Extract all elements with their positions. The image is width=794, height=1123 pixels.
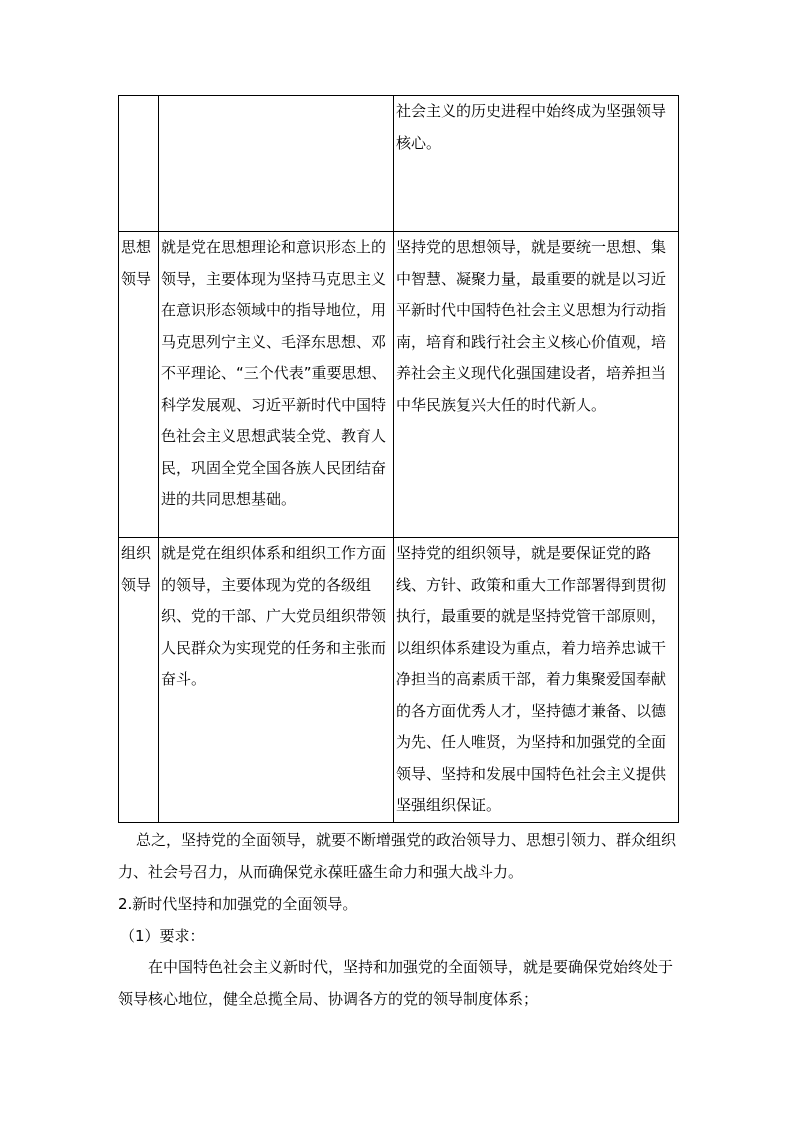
summary-paragraph: 总之，坚持党的全面领导，就要不断增强党的政治领导力、思想引领力、群众组织力、社会号召力，从而确保党永葆旺盛生命力和强大战斗力。 [118,831,677,881]
definition-cell: 就是党在组织体系和组织工作方面的领导，主要体现为党的各级组织、党的干部、广大党员组织带领人民群众为实现党的任务和主张而奋斗。 [159,538,394,823]
leadership-table [118,95,679,823]
requirement-cell: 坚持党的组织领导，就是要保证党的路线、方针、政策和重大工作部署得到贯彻执行，最重要的就是坚持党管干部原则，以组织体系建设为重点，着力培养忠诚干净担当的高素质干部，着力集聚爱国奉献的各方面优秀人才，坚持德才兼备、以德为先、任人唯贤，为坚持和加强党的全面领导、坚持和发展中国特色社会主义提供坚强组织保证。 [394,538,679,823]
leadership-type-cell: 思想领导 [119,232,159,538]
requirement-cell: 社会主义的历史进程中始终成为坚强领导核心。 [394,96,679,232]
subsection-heading: （1）要求： [120,927,205,945]
definition-cell: 就是党在思想理论和意识形态上的领导，主要体现为坚持马克思主义在意识形态领域中的指导地位，用马克思列宁主义、毛泽东思想、邓不平理论、“三个代表”重要思想、科学发展观、习近平新时代中国特色社会主义思想武装全党、教育人民，巩固全党全国各族人民团结奋进的共同思想基础。 [159,232,394,538]
table-row [119,232,679,538]
leadership-type-cell: 组织领导 [119,538,159,823]
body-paragraph: 在中国特色社会主义新时代，坚持和加强党的全面领导，就是要确保党始终处于领导核心地位，健全总揽全局、协调各方的党的领导制度体系； [118,958,674,1008]
requirement-cell: 坚持党的思想领导，就是要统一思想、集中智慧、凝聚力量，最重要的就是以习近平新时代中国特色社会主义思想为行动指南，培育和践行社会主义核心价值观，培养社会主义现代化强国建设者，培养担当中华民族复兴大任的时代新人。 [394,232,679,538]
table-row [119,538,679,823]
definition-cell [159,96,394,232]
section-heading: 2.新时代坚持和加强党的全面领导。 [118,895,358,913]
leadership-type-cell [119,96,159,232]
table-row [119,96,679,232]
